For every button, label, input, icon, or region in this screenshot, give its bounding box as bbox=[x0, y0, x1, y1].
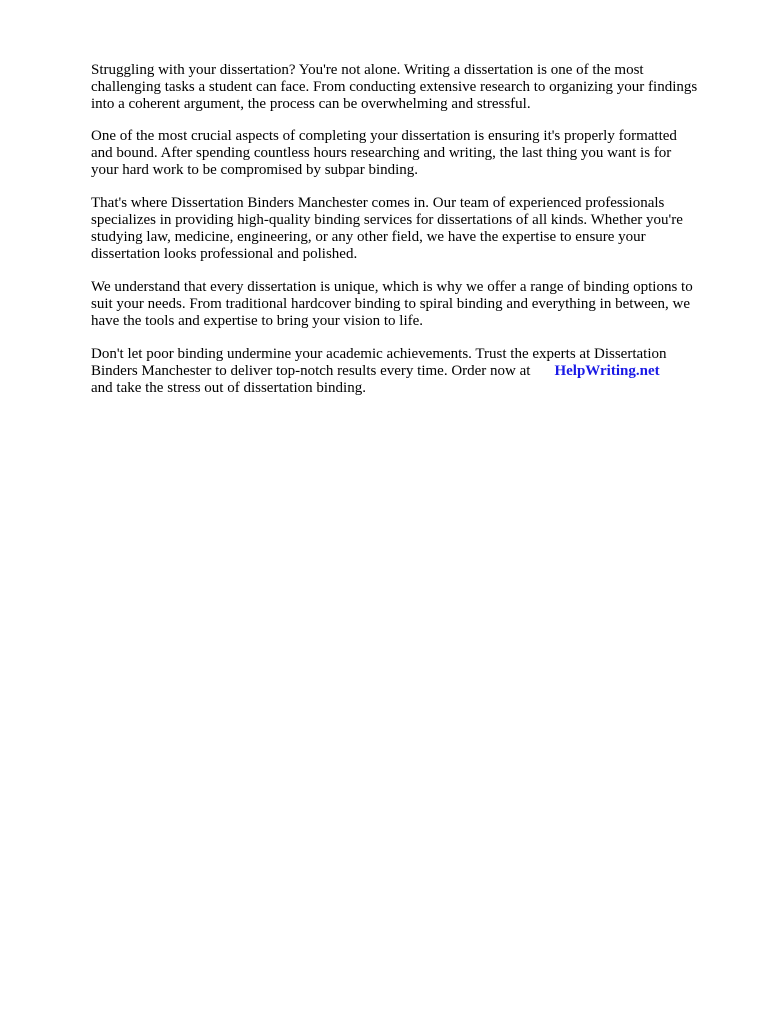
text-line: Struggling with your dissertation? You're not alone. Writing a dissertation is one of the most bbox=[91, 62, 644, 78]
text-line-with-link bbox=[91, 363, 726, 380]
text-line: and take the stress out of dissertation binding. bbox=[91, 380, 366, 396]
text-line: and bound. After spending countless hours researching and writing, the last thing you want is for bbox=[91, 145, 672, 161]
text-line: have the tools and expertise to bring your vision to life. bbox=[91, 313, 424, 329]
paragraph-options bbox=[91, 279, 726, 330]
text-line: That's where Dissertation Binders Manchester comes in. Our team of experienced professionals bbox=[91, 195, 665, 211]
paragraph-formatting bbox=[91, 128, 726, 179]
text-line: One of the most crucial aspects of completing your dissertation is ensuring it's properly formatted bbox=[91, 128, 677, 144]
text-segment: Binders Manchester to deliver top-notch results every time. Order now at bbox=[91, 363, 531, 379]
paragraph-services bbox=[91, 195, 726, 263]
text-line: challenging tasks a student can face. From conducting extensive research to organizing your findings bbox=[91, 79, 698, 95]
paragraph-intro bbox=[91, 62, 726, 113]
text-line: suit your needs. From traditional hardcover binding to spiral binding and everything in between, we bbox=[91, 296, 691, 312]
text-line: We understand that every dissertation is unique, which is why we offer a range of binding options to bbox=[91, 279, 693, 295]
text-line: dissertation looks professional and polished. bbox=[91, 246, 358, 262]
text-line: into a coherent argument, the process can be overwhelming and stressful. bbox=[91, 96, 531, 112]
helpwriting-link[interactable]: HelpWriting.net bbox=[554, 363, 660, 379]
text-line: studying law, medicine, engineering, or any other field, we have the expertise to ensure your bbox=[91, 229, 646, 245]
text-line: Don't let poor binding undermine your academic achievements. Trust the experts at Dissertation bbox=[91, 346, 667, 362]
paragraph-call-to-action bbox=[91, 346, 726, 397]
text-line: specializes in providing high-quality binding services for dissertations of all kinds. Whether you're bbox=[91, 212, 683, 228]
text-line: your hard work to be compromised by subpar binding. bbox=[91, 162, 419, 178]
